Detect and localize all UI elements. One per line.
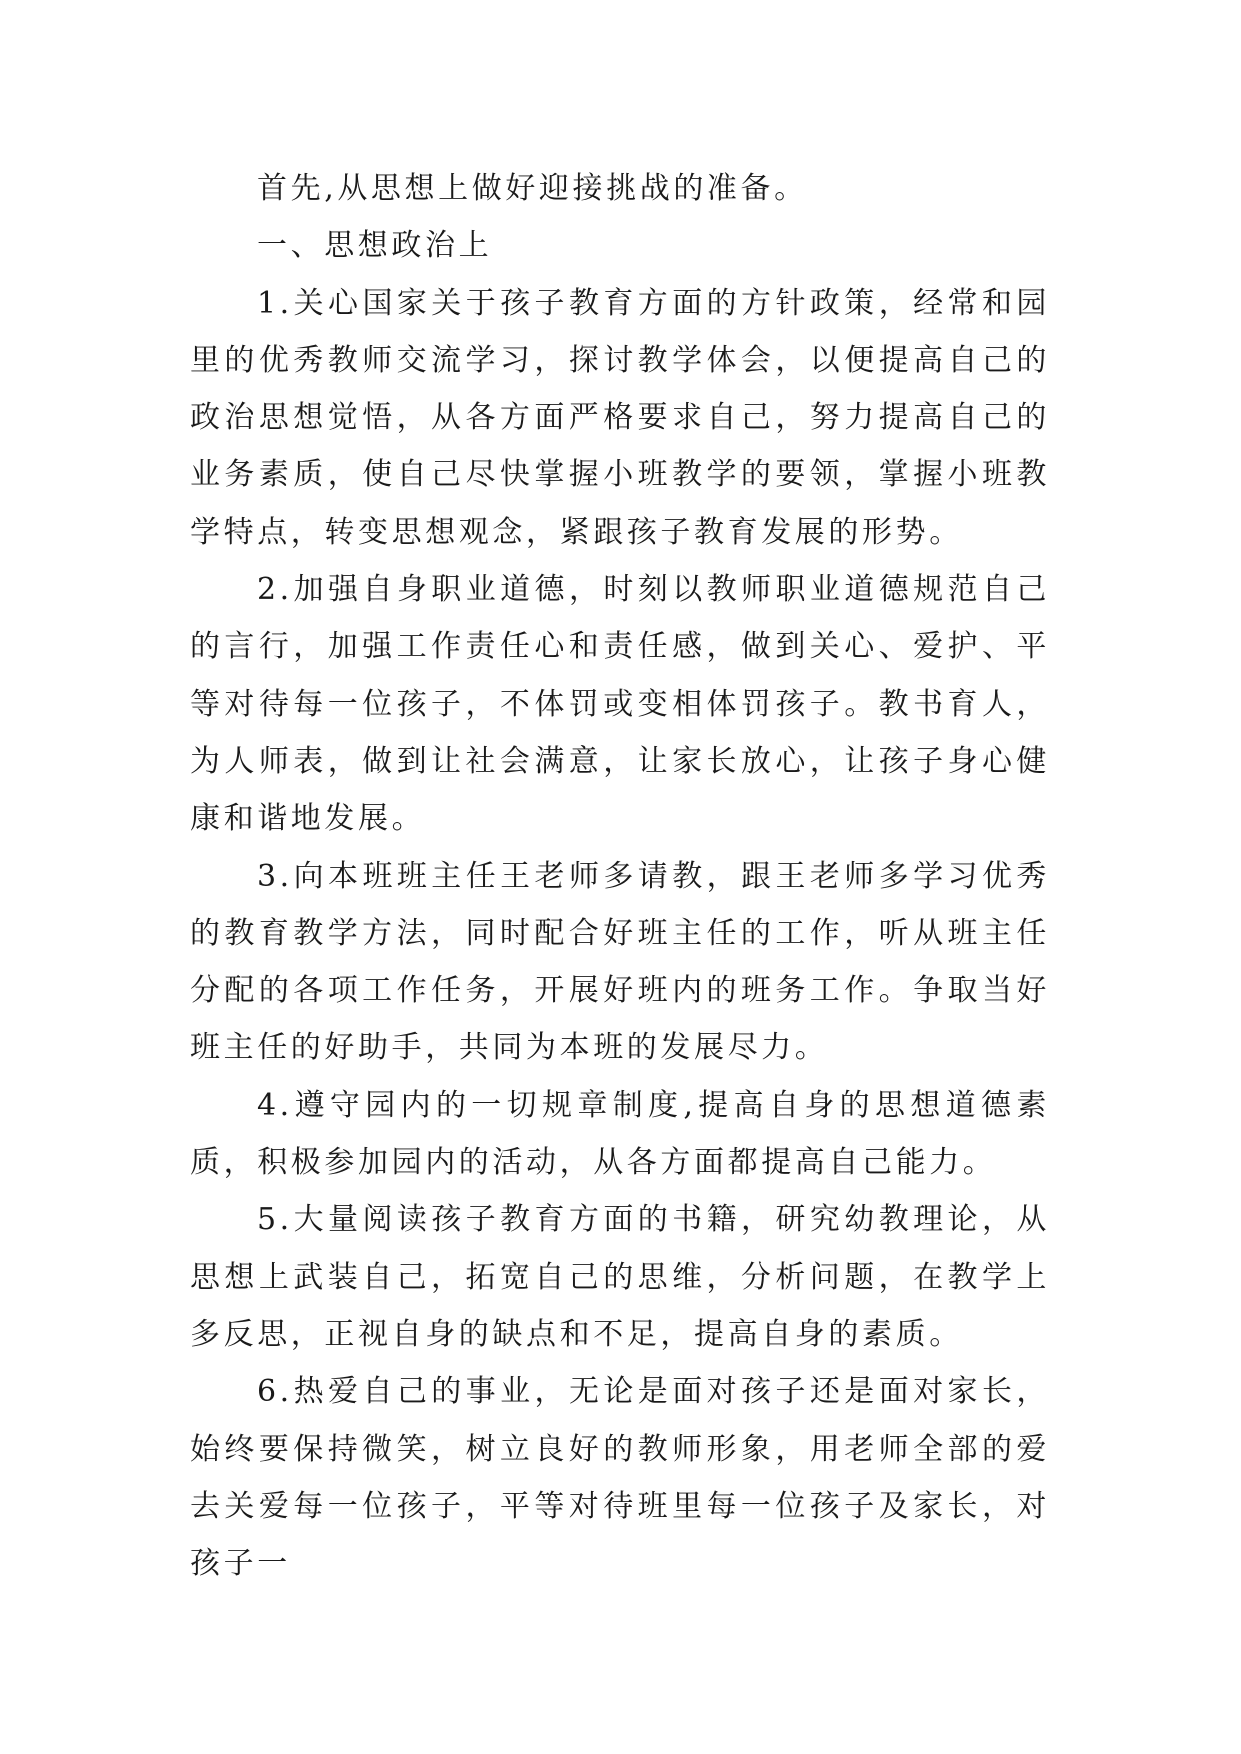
list-item-4: 4.遵守园内的一切规章制度,提高自身的思想道德素质，积极参加园内的活动，从各方面都提高自己能力。 — [190, 1087, 1050, 1181]
document-body — [190, 160, 1050, 1592]
list-item-6: 6.热爱自己的事业，无论是面对孩子还是面对家长，始终要保持微笑，树立良好的教师形象，用老师全部的爱去关爱每一位孩子，平等对待班里每一位孩子及家长，对孩子一 — [190, 1374, 1050, 1582]
list-item-3: 3.向本班班主任王老师多请教，跟王老师多学习优秀的教育教学方法，同时配合好班主任的工作，听从班主任分配的各项工作任务，开展好班内的班务工作。争取当好班主任的好助手，共同为本班的发展尽力。 — [190, 858, 1050, 1066]
intro-paragraph: 首先,从思想上做好迎接挑战的准备。 — [257, 171, 808, 206]
list-item-1: 1.关心国家关于孩子教育方面的方针政策，经常和园里的优秀教师交流学习，探讨教学体会，以便提高自己的政治思想觉悟，从各方面严格要求自己，努力提高自己的业务素质，使自己尽快掌握小班教学的要领，掌握小班教学特点，转变思想观念，紧跟孩子教育发展的形势。 — [190, 285, 1050, 550]
list-item-2: 2.加强自身职业道德，时刻以教师职业道德规范自己的言行，加强工作责任心和责任感，做到关心、爱护、平等对待每一位孩子，不体罚或变相体罚孩子。教书育人，为人师表，做到让社会满意，让家长放心，让孩子身心健康和谐地发展。 — [190, 572, 1050, 837]
list-item-5: 5.大量阅读孩子教育方面的书籍，研究幼教理论，从思想上武装自己，拓宽自己的思维，分析问题，在教学上多反思，正视自身的缺点和不足，提高自身的素质。 — [190, 1202, 1050, 1352]
section-heading: 一、思想政治上 — [257, 228, 493, 264]
